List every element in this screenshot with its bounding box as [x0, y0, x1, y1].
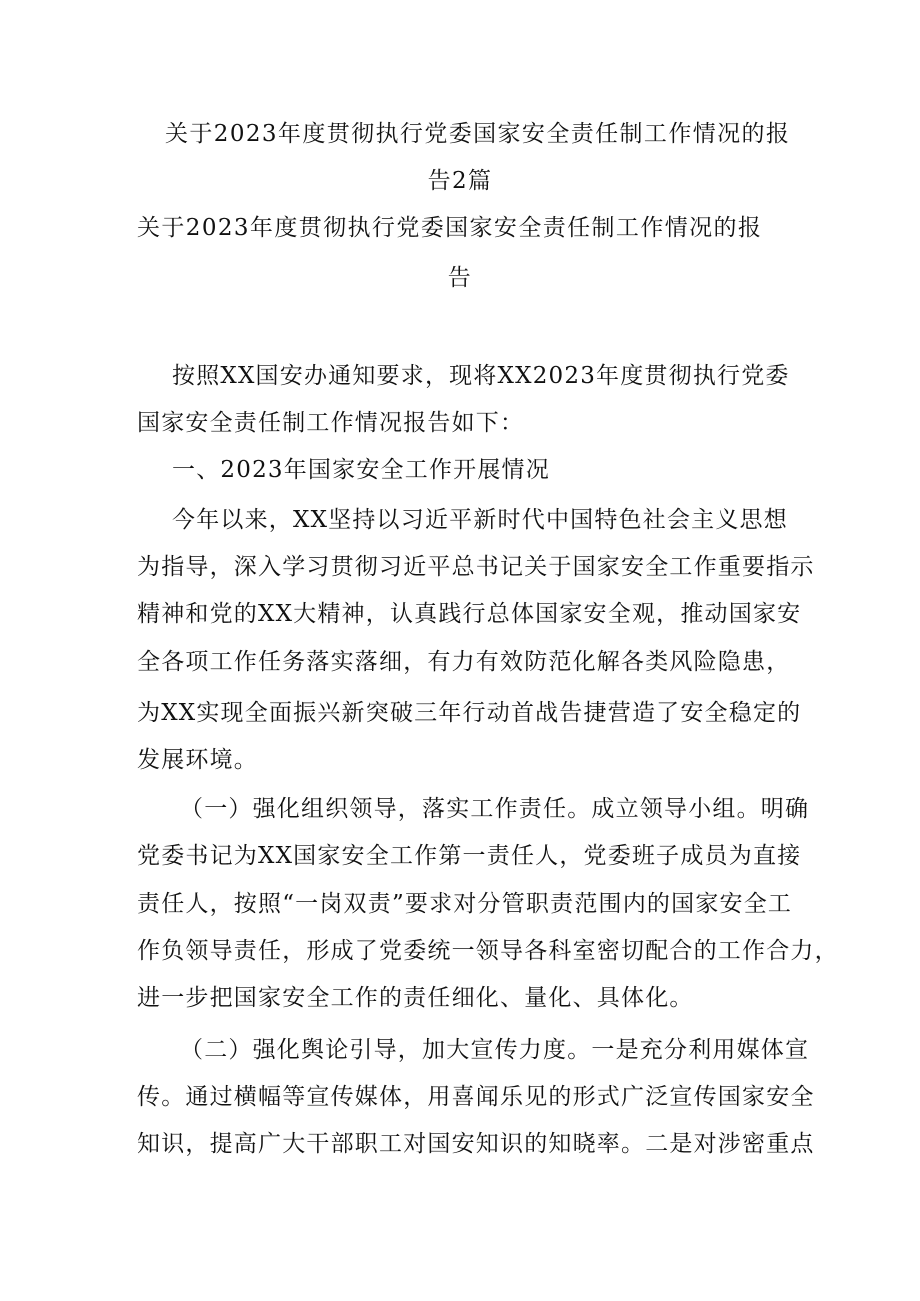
paragraph-1-line-2: 国家安全责任制工作情况报告如下： — [137, 410, 525, 436]
paragraph-2-line-2: 为指导，深入学习贯彻习近平总书记关于国家安全工作重要指示 — [137, 554, 815, 580]
paragraph-4-line-1: （二）强化舆论引导，加大宣传力度。一是充分利用媒体宣 — [180, 1037, 810, 1063]
paragraph-3-line-4: 作负领导责任，形成了党委统一领导各科室密切配合的工作合力， — [137, 938, 839, 964]
section-heading-1: 一、2023年国家安全工作开展情况 — [172, 457, 550, 483]
sub-title-line-2: 告 — [447, 265, 473, 291]
main-title-line-2: 告2篇 — [427, 168, 493, 194]
main-title-line-1: 关于2023年度贯彻执行党委国家安全责任制工作情况的报 — [165, 121, 791, 147]
paragraph-3-line-5: 进一步把国家安全工作的责任细化、量化、具体化。 — [137, 985, 694, 1011]
paragraph-2-line-6: 发展环境。 — [137, 747, 258, 773]
paragraph-2-line-3: 精神和党的XX大精神，认真践行总体国家安全观，推动国家安 — [137, 601, 802, 627]
sub-title-line-1: 关于2023年度贯彻执行党委国家安全责任制工作情况的报 — [137, 215, 763, 241]
paragraph-2-line-5: 为XX实现全面振兴新突破三年行动首战告捷营造了安全稳定的 — [137, 700, 802, 726]
paragraph-4-line-2: 传。通过横幅等宣传媒体，用喜闻乐见的形式广泛宣传国家安全 — [137, 1084, 815, 1110]
paragraph-3-line-1: （一）强化组织领导，落实工作责任。成立领导小组。明确 — [180, 796, 810, 822]
paragraph-4-line-3: 知识，提高广大干部职工对国安知识的知晓率。二是对涉密重点 — [137, 1131, 815, 1157]
paragraph-2-line-4: 全各项工作任务落实落细，有力有效防范化解各类风险隐患， — [137, 649, 791, 675]
paragraph-3-line-2: 党委书记为XX国家安全工作第一责任人，党委班子成员为直接 — [137, 843, 802, 869]
paragraph-1-line-1: 按照XX国安办通知要求，现将XX2023年度贯彻执行党委 — [172, 363, 790, 389]
paragraph-3-line-3: 责任人，按照“一岗双责”要求对分管职责范围内的国家安全工 — [137, 891, 793, 917]
paragraph-2-line-1: 今年以来，XX坚持以习近平新时代中国特色社会主义思想 — [172, 507, 788, 533]
